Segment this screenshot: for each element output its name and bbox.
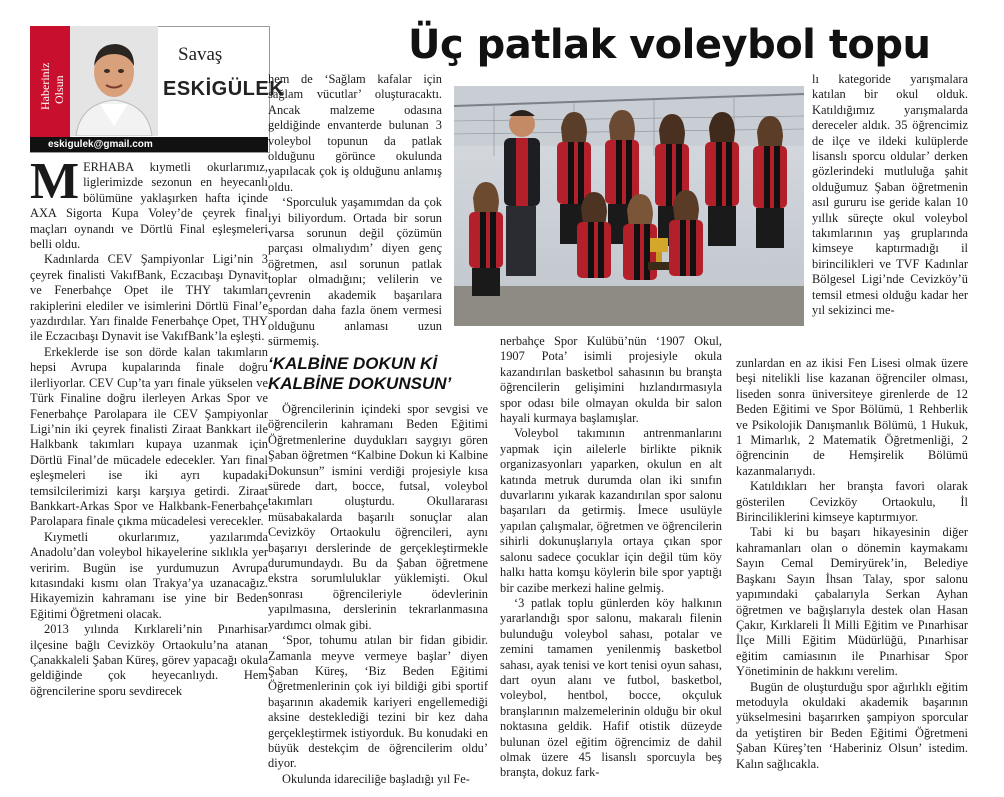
paragraph: Bugün de oluşturduğu spor ağırlıklı eğitim metoduyla okuldaki akademik başarının yükselmesini başarırken şampiyon sporcular da yetiştiren bir Beden Eğitimi Öğretmeni Şaban Küreş’ten ‘Haberiniz Olsun’ istedim. Kalın sağlıcakla. — [736, 679, 968, 771]
paragraph: ‘Sporculuk yaşamımdan da çok iyi biliyordum. Ortada bir sorun varsa sorunun değil çözümün parçası olmalıydım’ diyen genç öğretmen, asıl sorunun patlak toplar olmadığını; velilerin ve çevrenin akademik başarılara spordan daha fazla önem vermesi olduğunu anlaması uzun sürmemiş. — [268, 195, 442, 348]
article-column-2-bottom — [268, 402, 488, 787]
article-column-4-top — [812, 72, 968, 319]
paragraph: lı kategoride yarışmalara katılan bir okul olduk. Katıldığımız yarışmalarda dereceler aldık. 35 öğrencimiz de ilçe ve ildeki kulüplerde lisanslı sporcu oldular’ derken gözlerindeki mutluluğa şahit olduğumuz Şaban öğretmenin asıl gururu ise geride kalan 10 yıllık süreçte okul voleybol takımlarının yaş gruplarında kimseye kaptırmadığı il birincilikleri ve TVF Kadınlar Bölgesel Ligi’nde Cevizköy’ü temsil etmesi olduğu kadar her yıl sekizinci me- — [812, 72, 968, 318]
author-last-name: ESKİGÜLEK — [163, 78, 285, 100]
paragraph: Kadınlarda CEV Şampiyonlar Ligi’nin 3 çeyrek finalisti VakıfBank, Eczacıbaşı Dynavit ve Fenerbahçe Opet ile THY takımları rakiplerini elediler ve isimlerini Dörtlü Final’e yazdırdılar. Yarı finalde Fenerbahçe Opet, THY ile Eczacıbaşı Dynavit ise VakıfBank’la eşleşti. — [30, 252, 268, 344]
article-headline: Üç patlak voleybol topu — [408, 22, 931, 68]
paragraph: Tabi ki bu başarı hikayesinin diğer kahramanları olan o dönemin kaymakamı Sayın Cemal Demiryürek’in, Belediye Başkanı Sayın İhsan Talay, spor salonu yapımındaki çabalarıyla Serkan Ayhan öğretmen ve bağışlarıyla destek olan Hasan Çakır, Kırklareli İl Milli Eğitim ve Pınarhisar İlçe Milli Eğitim Müdürlüğü, Pınarhisar eğitim camiasının ile Pınarhisar Spor Yönetiminin de hakkını verelim. — [736, 525, 968, 679]
article-column-1 — [30, 153, 268, 699]
paragraph: Katıldıkları her branşta favori olarak gösterilen Cevizköy Ortaokulu, İl Birinciliklerini kimseye kaptırmıyor. — [736, 479, 968, 525]
paragraph: Okulunda idareciliğe başladığı yıl Fe- — [282, 771, 470, 786]
author-portrait — [70, 26, 158, 136]
article-subheading: ‘KALBİNE DOKUN Kİ KALBİNE DOKUNSUN’ — [268, 354, 452, 393]
paragraph: Erkeklerde ise son dörde kalan takımların hepsi Avrupa kupalarında finale doğru ilerliyorlar. CEV Cup’ta yarı finale yükselen ve Türk Finaline doğru ilerleyen Arkas Spor ve Fenerbahçe Parolapara ile CEV Şampiyonlar Ligi’nin iki çeyrek finalisti Ziraat Bankkart ile Halkbank takımları kupaya uzanmak için Dörtlü Final’de mücadele edecekler. Yarı final eşleşmeleri ise iki ayrı kupadaki temsilcilerimizi karşı karşıya getirdi. Ziraat Bankkart-Arkas Spor ve Halkbank-Fenerbahçe Parolapara finale çıkma mücadelesi verecekler. — [30, 344, 268, 529]
paragraph: zunlardan en az ikisi Fen Lisesi olmak üzere beşi nitelikli lise kazanan öğrenciler olması, liseden sonra üniversiteye girenlerde de 12 Beden Eğitimi ve Spor Bölümü, 1 Rehberlik ve Psikolojik Danışmanlık Bölümü, 1 Hukuk, 1 Mimarlık, 2 Matematik Öğretmenliği, 2 öğrencinin de Hemşirelik Bölümü kazanmalarıydı. — [736, 356, 968, 478]
paragraph: Voleybol takımının antrenmanlarını yapmak için ailelerle birlikte piknik organizasyonları yaparken, okulun en alt katında metruk durumda olan iki sınıfın duvarlarını yıkarak kazandırılan spor salonu başarıları da getirmiş. İmece usulüyle yapılan çalışmalar, öğretmen ve öğrencilerin sihirli dokunuşlarıyla ortaya çıkan spor salonu sadece çocuklar için değil tüm köy halkı hatta komşu köylerin bile spor yaptığı bir cazibe merkezi haline gelmiş. — [500, 426, 722, 595]
column-label-line1: Haberiniz — [38, 62, 52, 110]
paragraph: Kıymetli okurlarımız, yazılarımda Anadolu’dan voleybol hikayelerine sıklıkla yer veririm. Bugün ise yurdumuzun Avrupa kıtasındaki kısmı olan Trakya’ya uzanacağız. Hikayemizin kahramanı ise yine bir Beden Eğitimi Öğretmeni olacak. — [30, 529, 268, 621]
author-first-name: Savaş — [178, 44, 223, 65]
paragraph: 2013 yılında Kırklareli’nin Pınarhisar ilçesine bağlı Cevizköy Ortaokulu’na atanan Çanakkaleli Şaban Küreş, görev yapacağı okula geldiğinde çok heyecanlıydı. Hem öğrencilerine sporu sevdirecek — [30, 622, 268, 698]
drop-cap: M — [30, 153, 80, 210]
paragraph: ‘3 patlak toplu günlerden köy halkının yararlandığı spor salonu, makaralı filenin bulunduğu voleybol sahası, potalar ve zemini tamamen yenilenmiş basketbol sahası, ayak tenisi ve kort tenisi oyun sahası, dart oyun alanı ve futbol, basketbol, voleybol, hentbol, bocce, okçuluk branşlarının malzemelerinin olduğu bir okul noktasına geldik. Hafif otistik düzeyde bulunan özel eğitim öğrencimiz de dahil olmak üzere 45 lisanslı sporcuyla beş branşta, dokuz fark- — [500, 595, 722, 780]
article-column-4-bottom — [736, 356, 968, 772]
column-label-line2: Olsun — [52, 75, 66, 104]
column-label — [30, 26, 70, 150]
paragraph: ‘Spor, tohumu atılan bir fidan gibidir. Zamanla meyve vermeye başlar’ diyen Şaban Küreş, ‘Biz Beden Eğitimi Öğretmenlerinin çok iyi bildiği gibi sportif başarının akademik kariyeri engellemediği aksine desteklediği tezini bir kez daha gerçekleştirmek istiyorduk. Bu konudaki en büyük destekçim de öğrencilerim oldu’ diyor. — [268, 633, 488, 771]
article-column-2-top — [268, 72, 442, 349]
article-column-3 — [500, 334, 722, 781]
author-email[interactable]: eskigulek@gmail.com — [30, 137, 268, 152]
paragraph: hem de ‘Sağlam kafalar için sağlam vücutlar’ oluşturacaktı. Ancak malzeme odasına geldiğinde envanterde bulunan 3 voleybol topunun da patlak olduğunu görünce okulunda yapılacak çok iş olduğunu anlamış oldu. — [268, 72, 442, 194]
paragraph: MERHABA kıymetli okurlarımız, liglerimizde sezonun en heyecanlı bölümüne yaklaşırken hafta içinde AXA Sigorta Kupa Voley’de çeyrek final maçları oynandı ve Dörtlü Final eşleşmeleri belli oldu. — [30, 153, 268, 252]
volleyball-team-photo — [454, 86, 804, 326]
paragraph: nerbahçe Spor Kulübü’nün ‘1907 Okul, 1907 Pota’ isimli projesiyle okula kazandırılan basketbol sahasının bu branşta öğrencilerin gelişimini hızlandırmasıyla spor odası bile olmayan okulda bir salon hayali kurmaya başlamışlar. — [500, 334, 722, 426]
paragraph: Öğrencilerinin içindeki spor sevgisi ve öğrencilerin kahramanı Beden Eğitimi Öğretmenlerine duydukları saygıyı gören Şaban öğretmen “Kalbine Dokun ki Kalbine Dokunsun” ismini verdiği projesiyle kısa sürede dart, bocce, futsal, voleybol takımları oluşturdu. Okullararası müsabakalarda başarılı sonuçlar alan Cevizköy Ortaokulu öğrencileri, aynı başarıyı derslerinde de gerçekleştirmekle durumundaydı. Bu da Şaban öğretmene ekstra sorumluluklar yüklemişti. Okul sonrası öğrencileriyle ödevlerinin yapılmasına, derslerinin tekrarlanmasına yardımcı olmak gibi. — [268, 402, 488, 632]
